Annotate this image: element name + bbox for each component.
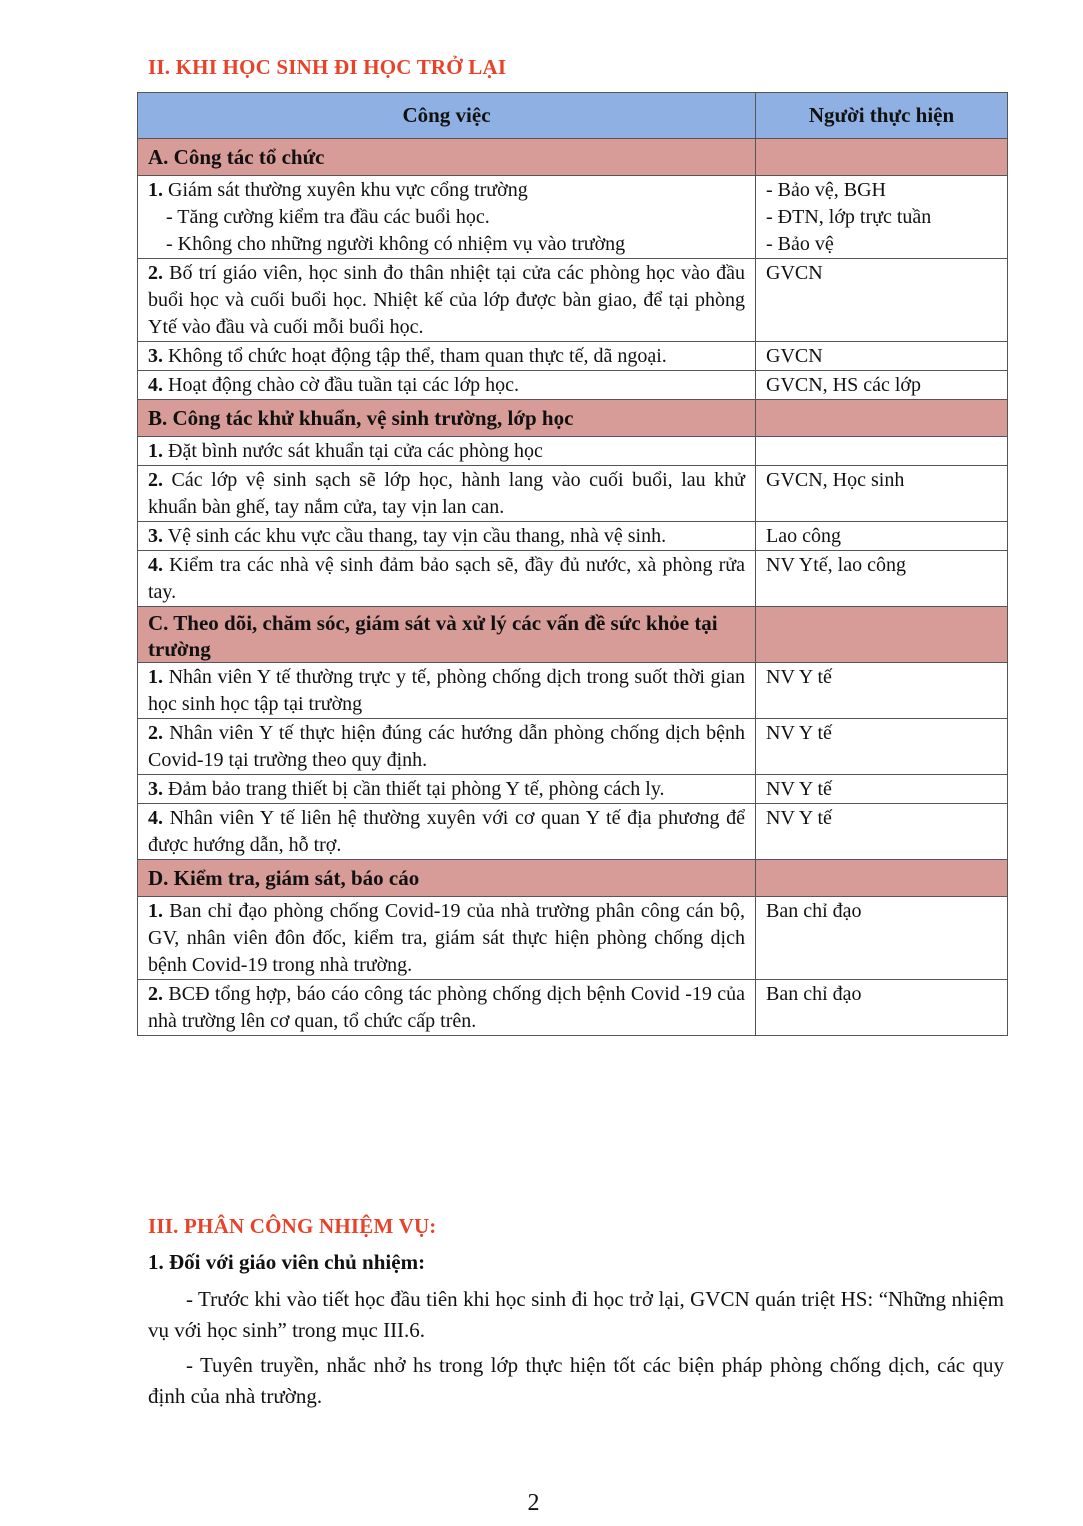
assignee-cell: NV Y tế xyxy=(756,663,1008,719)
table-row xyxy=(138,897,1008,980)
section-2-title: II. KHI HỌC SINH ĐI HỌC TRỞ LẠI xyxy=(148,55,507,79)
table-row xyxy=(138,663,1008,719)
task-number: 4. xyxy=(148,554,163,576)
table-row xyxy=(138,371,1008,400)
table-row xyxy=(138,551,1008,607)
task-text: Kiểm tra các nhà vệ sinh đảm bảo sạch sẽ, đầy đủ nước, xà phòng rửa tay. xyxy=(148,554,745,603)
assignee: - ĐTN, lớp trực tuần xyxy=(766,206,932,228)
task-cell xyxy=(138,466,756,522)
assignee-cell: NV Ytế, lao công xyxy=(756,551,1008,607)
table-row xyxy=(138,176,1008,259)
assignee-cell: NV Y tế xyxy=(756,804,1008,860)
task-number: 3. xyxy=(148,345,163,367)
group-title: C. Theo dõi, chăm sóc, giám sát và xử lý các vấn đề sức khỏe tại trường xyxy=(138,607,756,663)
assignee-cell: GVCN xyxy=(756,259,1008,342)
task-text: Vệ sinh các khu vực cầu thang, tay vịn cầu thang, nhà vệ sinh. xyxy=(163,525,667,547)
section-3-title: III. PHÂN CÔNG NHIỆM VỤ: xyxy=(148,1214,437,1238)
assignee-cell: Lao công xyxy=(756,522,1008,551)
header-nguoi-thuc-hien: Người thực hiện xyxy=(756,93,1008,139)
task-text: Ban chỉ đạo phòng chống Covid-19 của nhà trường phân công cán bộ, GV, nhân viên đôn đốc, kiểm tra, giám sát thực hiện phòng chống dịch bệnh Covid-19 trong nhà trường. xyxy=(148,900,745,976)
table-row xyxy=(138,466,1008,522)
table-row xyxy=(138,522,1008,551)
page-number: 2 xyxy=(527,1490,540,1516)
task-number: 2. xyxy=(148,262,163,284)
assignee-cell: NV Y tế xyxy=(756,775,1008,804)
assignee: - Bảo vệ, BGH xyxy=(766,179,886,201)
task-text: Bố trí giáo viên, học sinh đo thân nhiệt tại cửa các phòng học vào đầu buổi học và cuối buổi học. Nhiệt kế của lớp được bàn giao, để tại phòng Ytế vào đầu và cuối mỗi buổi học. xyxy=(148,262,745,338)
task-cell xyxy=(138,522,756,551)
task-number: 1. xyxy=(148,179,163,201)
group-title: B. Công tác khử khuẩn, vệ sinh trường, lớp học xyxy=(138,400,756,437)
task-cell xyxy=(138,804,756,860)
task-text: Các lớp vệ sinh sạch sẽ lớp học, hành lang vào cuối buổi, lau khử khuẩn bàn ghế, tay nắm cửa, tay vịn lan can. xyxy=(148,469,745,518)
task-cell xyxy=(138,775,756,804)
task-cell xyxy=(138,259,756,342)
table-row xyxy=(138,437,1008,466)
task-cell xyxy=(138,371,756,400)
task-number: 3. xyxy=(148,525,163,547)
task-number: 2. xyxy=(148,983,163,1005)
task-cell xyxy=(138,980,756,1036)
table-row xyxy=(138,804,1008,860)
task-number: 3. xyxy=(148,778,163,800)
task-cell xyxy=(138,719,756,775)
task-subitem: - Không cho những người không có nhiệm vụ vào trường xyxy=(166,233,626,255)
task-text: Đảm bảo trang thiết bị cần thiết tại phòng Y tế, phòng cách ly. xyxy=(163,778,665,800)
table-row xyxy=(138,719,1008,775)
assignee-cell: GVCN xyxy=(756,342,1008,371)
task-cell xyxy=(138,663,756,719)
assignee-cell xyxy=(756,437,1008,466)
assignee-cell: NV Y tế xyxy=(756,719,1008,775)
paragraph: - Trước khi vào tiết học đầu tiên khi học sinh đi học trở lại, GVCN quán triệt HS: “Những nhiệm vụ với học sinh” trong mục III.6. xyxy=(148,1287,1004,1342)
task-text: Không tổ chức hoạt động tập thể, tham quan thực tế, dã ngoại. xyxy=(163,345,667,367)
table-header-row xyxy=(138,93,1008,139)
task-text: Giám sát thường xuyên khu vực cổng trường xyxy=(163,179,528,201)
task-cell xyxy=(138,342,756,371)
task-number: 2. xyxy=(148,469,163,491)
task-number: 4. xyxy=(148,807,163,829)
group-row xyxy=(138,607,1008,663)
assignee-cell: GVCN, HS các lớp xyxy=(756,371,1008,400)
task-subitem: - Tăng cường kiểm tra đầu các buổi học. xyxy=(166,206,490,228)
task-text: Nhân viên Y tế thường trực y tế, phòng chống dịch trong suốt thời gian học sinh học tập tại trường xyxy=(148,666,745,715)
paragraph: - Tuyên truyền, nhắc nhở hs trong lớp thực hiện tốt các biện pháp phòng chống dịch, các quy định của nhà trường. xyxy=(148,1353,1004,1408)
task-text: Nhân viên Y tế liên hệ thường xuyên với cơ quan Y tế địa phương để được hướng dẫn, hỗ trợ. xyxy=(148,807,745,856)
assignee-cell: Ban chỉ đạo xyxy=(756,980,1008,1036)
task-cell xyxy=(138,176,756,259)
assignee-cell: GVCN, Học sinh xyxy=(756,466,1008,522)
task-cell xyxy=(138,437,756,466)
tasks-table xyxy=(137,92,1008,1036)
group-title: A. Công tác tổ chức xyxy=(138,139,756,176)
assignee-cell xyxy=(756,176,1008,259)
task-text: BCĐ tổng hợp, báo cáo công tác phòng chống dịch bệnh Covid -19 của nhà trường lên cơ quan, tổ chức cấp trên. xyxy=(148,983,745,1032)
task-cell xyxy=(138,897,756,980)
task-text: Đặt bình nước sát khuẩn tại cửa các phòng học xyxy=(163,440,543,462)
task-cell xyxy=(138,551,756,607)
table-row xyxy=(138,980,1008,1036)
task-number: 2. xyxy=(148,722,163,744)
table-row xyxy=(138,775,1008,804)
task-number: 1. xyxy=(148,666,163,688)
table-row xyxy=(138,342,1008,371)
group-row xyxy=(138,400,1008,437)
group-row xyxy=(138,860,1008,897)
group-title: D. Kiểm tra, giám sát, báo cáo xyxy=(138,860,756,897)
task-number: 1. xyxy=(148,900,163,922)
task-text: Hoạt động chào cờ đầu tuần tại các lớp học. xyxy=(163,374,520,396)
subsection-title: 1. Đối với giáo viên chủ nhiệm: xyxy=(148,1250,426,1274)
group-row xyxy=(138,139,1008,176)
header-cong-viec: Công việc xyxy=(138,93,756,139)
task-text: Nhân viên Y tế thực hiện đúng các hướng dẫn phòng chống dịch bệnh Covid-19 tại trường theo quy định. xyxy=(148,722,745,771)
assignee: - Bảo vệ xyxy=(766,233,834,255)
task-number: 4. xyxy=(148,374,163,396)
task-number: 1. xyxy=(148,440,163,462)
assignee-cell: Ban chỉ đạo xyxy=(756,897,1008,980)
table-row xyxy=(138,259,1008,342)
